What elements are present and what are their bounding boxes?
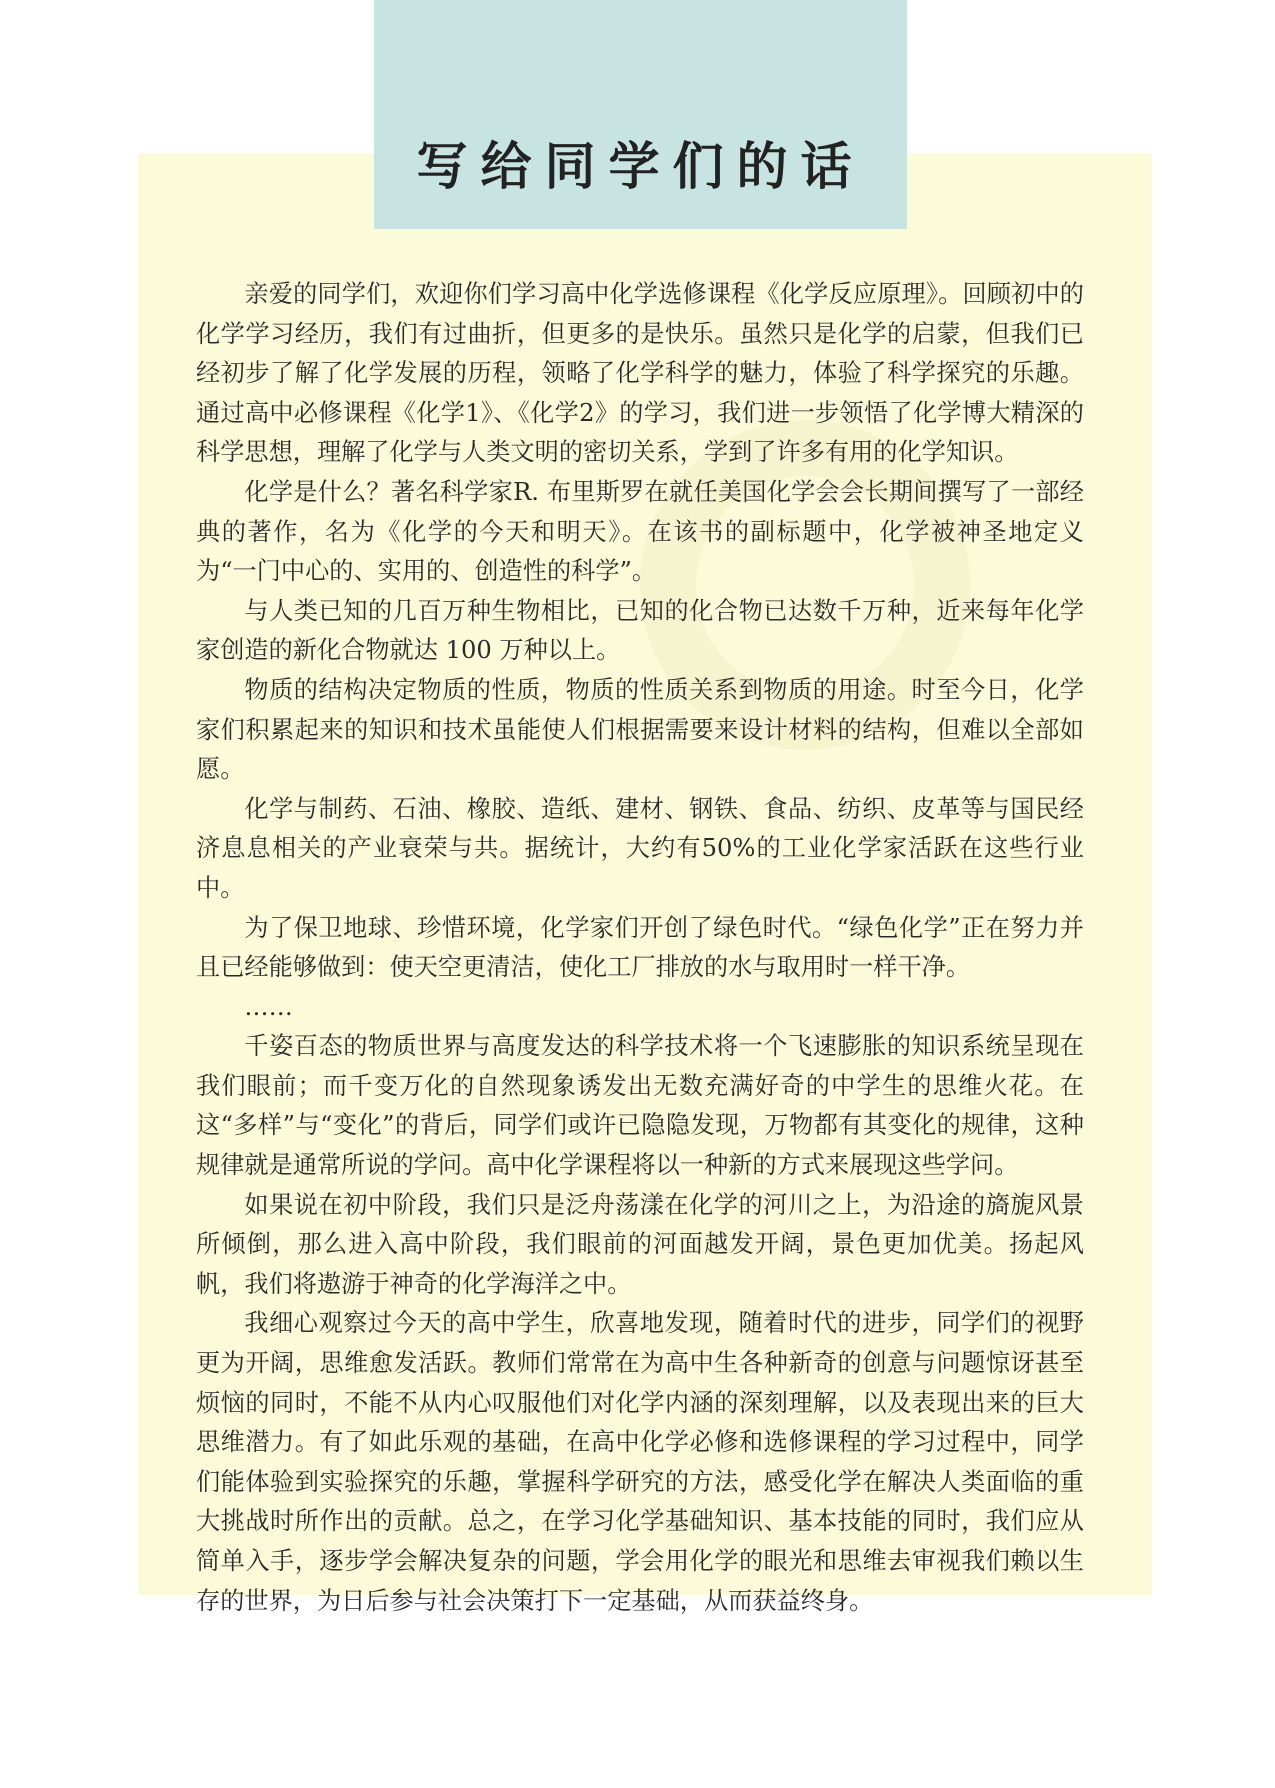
paragraph-7: 千姿百态的物质世界与高度发达的科学技术将一个飞速膨胀的知识系统呈现在我们眼前；而千变万化的自然现象诱发出无数充满好奇的中学生的思维火花。在这“多样”与“变化”的背后，同学们或许已隐隐发现，万物都有其变化的规律，这种规律就是通常所说的学问。高中化学课程将以一种新的方式来展现这些学问。	[196, 1032, 1084, 1180]
paragraph-4: 物质的结构决定物质的性质，物质的性质关系到物质的用途。时至今日，化学家们积累起来的知识和技术虽能使人们根据需要来设计材料的结构，但难以全部如愿。	[196, 675, 1084, 784]
ellipsis-line: ……	[244, 992, 293, 1021]
paragraph-5: 化学与制药、石油、橡胶、造纸、建材、钢铁、食品、纺织、皮革等与国民经济息息相关的产业衰荣与共。据统计，大约有50%的工业化学家活跃在这些行业中。	[196, 794, 1084, 902]
paragraph-3: 与人类已知的几百万种生物相比，已知的化合物已达数千万种，近来每年化学家创造的新化合物就达 100 万种以上。	[196, 596, 1084, 665]
paragraph-8: 如果说在初中阶段，我们只是泛舟荡漾在化学的河川之上，为沿途的旖旎风景所倾倒，那么进入高中阶段，我们眼前的河面越发开阔，景色更加优美。扬起风帆，我们将遨游于神奇的化学海洋之中。	[196, 1190, 1084, 1298]
paragraph-9: 我细心观察过今天的高中学生，欣喜地发现，随着时代的进步，同学们的视野更为开阔，思维愈发活跃。教师们常常在为高中生各种新奇的创意与问题惊讶甚至烦恼的同时，不能不从内心叹服他们对化学内涵的深刻理解，以及表现出来的巨大思维潜力。有了如此乐观的基础，在高中化学必修和选修课程的学习过程中，同学们能体验到实验探究的乐趣，掌握科学研究的方法，感受化学在解决人类面临的重大挑战时所作出的贡献。总之，在学习化学基础知识、基本技能的同时，我们应从简单入手，逐步学会解决复杂的问题，学会用化学的眼光和思维去审视我们赖以生存的世界，为日后参与社会决策打下一定基础，从而获益终身。	[196, 1309, 1084, 1615]
page-title: 写给同学们的话	[416, 138, 865, 197]
letter-body	[196, 275, 1084, 1621]
title-banner	[374, 0, 907, 229]
paragraph-6: 为了保卫地球、珍惜环境，化学家们开创了绿色时代。“绿色化学”正在努力并且已经能够做到：使天空更清洁，使化工厂排放的水与取用时一样干净。	[196, 913, 1084, 982]
paragraph-2: 化学是什么？著名科学家R. 布里斯罗在就任美国化学会会长期间撰写了一部经典的著作，名为《化学的今天和明天》。在该书的副标题中，化学被神圣地定义为“一门中心的、实用的、创造性的科学”。	[196, 477, 1084, 586]
paragraph-1: 亲爱的同学们，欢迎你们学习高中化学选修课程《化学反应原理》。回顾初中的化学学习经历，我们有过曲折，但更多的是快乐。虽然只是化学的启蒙，但我们已经初步了解了化学发展的历程，领略了化学科学的魅力，体验了科学探究的乐趣。通过高中必修课程《化学1》、《化学2》的学习，我们进一步领悟了化学博大精深的科学思想，理解了化学与人类文明的密切关系，学到了许多有用的化学知识。	[196, 280, 1084, 467]
